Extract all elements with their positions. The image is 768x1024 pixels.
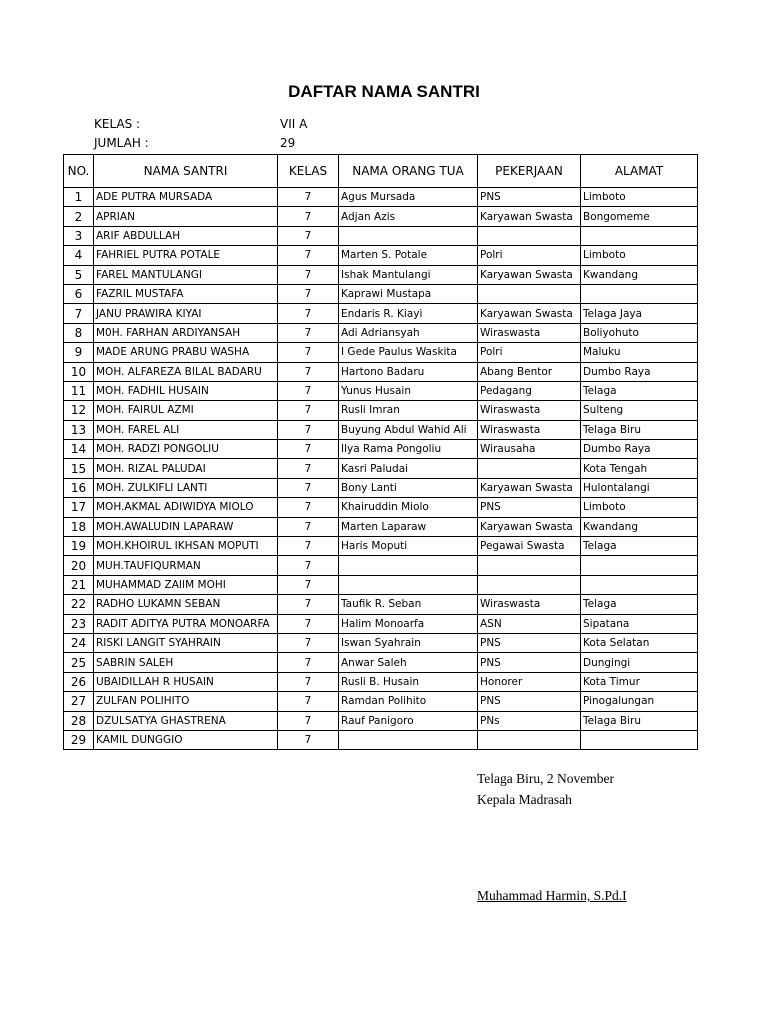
cell-pekerjaan: Wiraswasta [478,420,581,439]
cell-no: 2 [64,207,94,226]
table-header-row [64,155,698,188]
table-row [64,381,698,400]
cell-alamat: Bongomeme [581,207,698,226]
cell-kelas: 7 [278,478,339,497]
cell-kelas: 7 [278,362,339,381]
cell-kelas: 7 [278,440,339,459]
cell-kelas: 7 [278,575,339,594]
cell-pekerjaan: PNS [478,692,581,711]
cell-nama-santri: MOH. FAREL ALI [94,420,278,439]
table-row [64,343,698,362]
cell-nama-santri: UBAIDILLAH R HUSAIN [94,672,278,691]
cell-no: 28 [64,711,94,730]
cell-kelas: 7 [278,284,339,303]
signature-place-date: Telaga Biru, 2 November [477,771,615,786]
cell-no: 7 [64,304,94,323]
signature-position: Kepala Madrasah [477,792,572,807]
cell-nama-santri: ZULFAN POLIHITO [94,692,278,711]
cell-pekerjaan: PNS [478,498,581,517]
cell-alamat: Telaga Jaya [581,304,698,323]
cell-alamat: Telaga [581,537,698,556]
cell-kelas: 7 [278,498,339,517]
cell-pekerjaan: Karyawan Swasta [478,207,581,226]
cell-pekerjaan: Wiraswasta [478,323,581,342]
cell-nama-orang-tua [339,730,478,749]
cell-kelas: 7 [278,226,339,245]
cell-nama-orang-tua: Anwar Saleh [339,653,478,672]
cell-nama-santri: DZULSATYA GHASTRENA [94,711,278,730]
table-row [64,653,698,672]
cell-nama-santri: APRIAN [94,207,278,226]
cell-pekerjaan: Wiraswasta [478,401,581,420]
table-row [64,459,698,478]
cell-no: 12 [64,401,94,420]
cell-pekerjaan: Wirausaha [478,440,581,459]
cell-nama-santri: MUH.TAUFIQURMAN [94,556,278,575]
cell-pekerjaan [478,459,581,478]
table-row [64,188,698,207]
cell-alamat: Dungingi [581,653,698,672]
cell-nama-santri: MOH. FAIRUL AZMI [94,401,278,420]
table-row [64,498,698,517]
header-pekerjaan: PEKERJAAN [478,155,581,188]
cell-pekerjaan: PNs [478,711,581,730]
cell-nama-orang-tua: Agus Mursada [339,188,478,207]
table-row [64,304,698,323]
table-row [64,614,698,633]
table-row [64,556,698,575]
cell-alamat: Maluku [581,343,698,362]
cell-alamat: Sipatana [581,614,698,633]
cell-nama-santri: RISKI LANGIT SYAHRAIN [94,633,278,652]
cell-nama-santri: FAHRIEL PUTRA POTALE [94,246,278,265]
cell-nama-orang-tua: Endaris R. Kiayi [339,304,478,323]
cell-pekerjaan: Honorer [478,672,581,691]
cell-nama-santri: MOH. RADZI PONGOLIU [94,440,278,459]
cell-no: 29 [64,730,94,749]
cell-pekerjaan [478,284,581,303]
table-row [64,730,698,749]
cell-alamat: Limboto [581,188,698,207]
cell-kelas: 7 [278,246,339,265]
kelas-label: KELAS : [94,117,141,131]
cell-no: 21 [64,575,94,594]
cell-no: 10 [64,362,94,381]
cell-nama-orang-tua: Rauf Panigoro [339,711,478,730]
cell-pekerjaan: Pegawai Swasta [478,537,581,556]
cell-nama-orang-tua: Marten Laparaw [339,517,478,536]
cell-no: 1 [64,188,94,207]
cell-pekerjaan: Polri [478,343,581,362]
header-no: NO. [64,155,94,188]
cell-no: 26 [64,672,94,691]
table-row [64,420,698,439]
cell-alamat [581,226,698,245]
cell-no: 3 [64,226,94,245]
student-roster-table [63,154,698,750]
cell-kelas: 7 [278,672,339,691]
cell-nama-santri: ADE PUTRA MURSADA [94,188,278,207]
table-row [64,265,698,284]
cell-kelas: 7 [278,614,339,633]
cell-nama-santri: SABRIN SALEH [94,653,278,672]
cell-nama-santri: FAZRIL MUSTAFA [94,284,278,303]
cell-alamat: Limboto [581,246,698,265]
table-row [64,537,698,556]
cell-pekerjaan: Karyawan Swasta [478,304,581,323]
cell-no: 23 [64,614,94,633]
cell-pekerjaan [478,226,581,245]
cell-nama-santri: MOH. ZULKIFLI LANTI [94,478,278,497]
cell-nama-orang-tua [339,226,478,245]
cell-nama-orang-tua: Yunus Husain [339,381,478,400]
cell-alamat [581,556,698,575]
cell-no: 25 [64,653,94,672]
cell-pekerjaan [478,575,581,594]
cell-kelas: 7 [278,207,339,226]
cell-no: 16 [64,478,94,497]
cell-no: 22 [64,595,94,614]
cell-alamat: Pinogalungan [581,692,698,711]
cell-no: 11 [64,381,94,400]
cell-pekerjaan: Wiraswasta [478,595,581,614]
cell-pekerjaan: PNS [478,188,581,207]
cell-nama-orang-tua: Halim Monoarfa [339,614,478,633]
cell-pekerjaan: Karyawan Swasta [478,517,581,536]
cell-alamat: Kota Tengah [581,459,698,478]
cell-no: 5 [64,265,94,284]
cell-nama-orang-tua: Buyung Abdul Wahid Ali [339,420,478,439]
table-row [64,633,698,652]
cell-alamat: Boliyohuto [581,323,698,342]
cell-nama-orang-tua: I Gede Paulus Waskita [339,343,478,362]
cell-no: 9 [64,343,94,362]
cell-kelas: 7 [278,343,339,362]
cell-kelas: 7 [278,323,339,342]
cell-nama-orang-tua: Ilya Rama Pongoliu [339,440,478,459]
cell-alamat: Telaga [581,595,698,614]
cell-pekerjaan: PNS [478,653,581,672]
cell-kelas: 7 [278,711,339,730]
cell-no: 17 [64,498,94,517]
cell-kelas: 7 [278,517,339,536]
jumlah-value: 29 [280,136,296,150]
cell-kelas: 7 [278,459,339,478]
jumlah-label: JUMLAH : [94,136,149,150]
cell-alamat: Dumbo Raya [581,362,698,381]
header-nama-orang-tua: NAMA ORANG TUA [339,155,478,188]
cell-nama-santri: KAMIL DUNGGIO [94,730,278,749]
cell-no: 18 [64,517,94,536]
header-nama-santri: NAMA SANTRI [94,155,278,188]
cell-pekerjaan: Pedagang [478,381,581,400]
cell-alamat: Kota Timur [581,672,698,691]
cell-nama-orang-tua: Marten S. Potale [339,246,478,265]
cell-no: 27 [64,692,94,711]
cell-kelas: 7 [278,595,339,614]
cell-pekerjaan: Karyawan Swasta [478,265,581,284]
cell-nama-santri: MOH. FADHIL HUSAIN [94,381,278,400]
cell-alamat: Kwandang [581,265,698,284]
cell-nama-santri: MADE ARUNG PRABU WASHA [94,343,278,362]
cell-nama-orang-tua: Kaprawi Mustapa [339,284,478,303]
table-row [64,246,698,265]
cell-nama-orang-tua: Rusli Imran [339,401,478,420]
table-row [64,401,698,420]
table-row [64,517,698,536]
cell-no: 24 [64,633,94,652]
cell-alamat [581,730,698,749]
cell-no: 4 [64,246,94,265]
cell-pekerjaan: ASN [478,614,581,633]
cell-nama-santri: MOH. ALFAREZA BILAL BADARU [94,362,278,381]
cell-alamat: Telaga Biru [581,420,698,439]
cell-kelas: 7 [278,304,339,323]
cell-no: 6 [64,284,94,303]
cell-kelas: 7 [278,653,339,672]
cell-alamat: Limboto [581,498,698,517]
page-title: DAFTAR NAMA SANTRI [288,82,480,101]
cell-nama-santri: ARIF ABDULLAH [94,226,278,245]
cell-kelas: 7 [278,633,339,652]
cell-no: 19 [64,537,94,556]
cell-nama-orang-tua: Iswan Syahrain [339,633,478,652]
cell-pekerjaan: Abang Bentor [478,362,581,381]
cell-nama-orang-tua [339,575,478,594]
cell-nama-orang-tua: Adi Adriansyah [339,323,478,342]
cell-nama-santri: MOH.AKMAL ADIWIDYA MIOLO [94,498,278,517]
cell-alamat [581,575,698,594]
cell-alamat: Hulontalangi [581,478,698,497]
table-row [64,692,698,711]
cell-kelas: 7 [278,265,339,284]
cell-nama-orang-tua: Haris Moputi [339,537,478,556]
cell-pekerjaan: Polri [478,246,581,265]
table-row [64,284,698,303]
cell-alamat: Telaga Biru [581,711,698,730]
cell-kelas: 7 [278,537,339,556]
cell-alamat: Dumbo Raya [581,440,698,459]
cell-nama-santri: RADIT ADITYA PUTRA MONOARFA [94,614,278,633]
table-row [64,595,698,614]
cell-nama-orang-tua: Adjan Azis [339,207,478,226]
cell-nama-santri: RADHO LUKAMN SEBAN [94,595,278,614]
kelas-value: VII A [280,117,308,131]
cell-pekerjaan [478,730,581,749]
cell-nama-orang-tua: Hartono Badaru [339,362,478,381]
table-row [64,440,698,459]
cell-pekerjaan: PNS [478,633,581,652]
signature-name: Muhammad Harmin, S.Pd.I [477,888,627,903]
cell-nama-santri: MOH.AWALUDIN LAPARAW [94,517,278,536]
header-kelas: KELAS [278,155,339,188]
cell-kelas: 7 [278,381,339,400]
cell-no: 14 [64,440,94,459]
cell-alamat: Telaga [581,381,698,400]
cell-nama-santri: M0H. FARHAN ARDIYANSAH [94,323,278,342]
cell-kelas: 7 [278,692,339,711]
header-alamat: ALAMAT [581,155,698,188]
cell-alamat [581,284,698,303]
cell-no: 20 [64,556,94,575]
cell-alamat: Sulteng [581,401,698,420]
cell-nama-orang-tua: Ramdan Polihito [339,692,478,711]
cell-no: 15 [64,459,94,478]
cell-kelas: 7 [278,188,339,207]
cell-nama-santri: MOH.KHOIRUL IKHSAN MOPUTI [94,537,278,556]
table-row [64,362,698,381]
cell-pekerjaan: Karyawan Swasta [478,478,581,497]
table-row [64,672,698,691]
cell-kelas: 7 [278,401,339,420]
cell-nama-santri: MOH. RIZAL PALUDAI [94,459,278,478]
cell-nama-santri: MUHAMMAD ZAIIM MOHI [94,575,278,594]
table-body [64,188,698,750]
table-row [64,575,698,594]
cell-nama-orang-tua: Khairuddin Miolo [339,498,478,517]
cell-kelas: 7 [278,730,339,749]
table-row [64,226,698,245]
cell-nama-orang-tua [339,556,478,575]
cell-kelas: 7 [278,556,339,575]
cell-kelas: 7 [278,420,339,439]
table-row [64,711,698,730]
table-row [64,207,698,226]
cell-nama-santri: FAREL MANTULANGI [94,265,278,284]
cell-nama-orang-tua: Rusli B. Husain [339,672,478,691]
cell-nama-orang-tua: Bony Lanti [339,478,478,497]
cell-alamat: Kota Selatan [581,633,698,652]
cell-nama-orang-tua: Taufik R. Seban [339,595,478,614]
table-row [64,323,698,342]
cell-nama-orang-tua: Ishak Mantulangi [339,265,478,284]
cell-nama-orang-tua: Kasri Paludai [339,459,478,478]
cell-no: 13 [64,420,94,439]
cell-alamat: Kwandang [581,517,698,536]
cell-no: 8 [64,323,94,342]
cell-nama-santri: JANU PRAWIRA KIYAI [94,304,278,323]
cell-pekerjaan [478,556,581,575]
table-row [64,478,698,497]
